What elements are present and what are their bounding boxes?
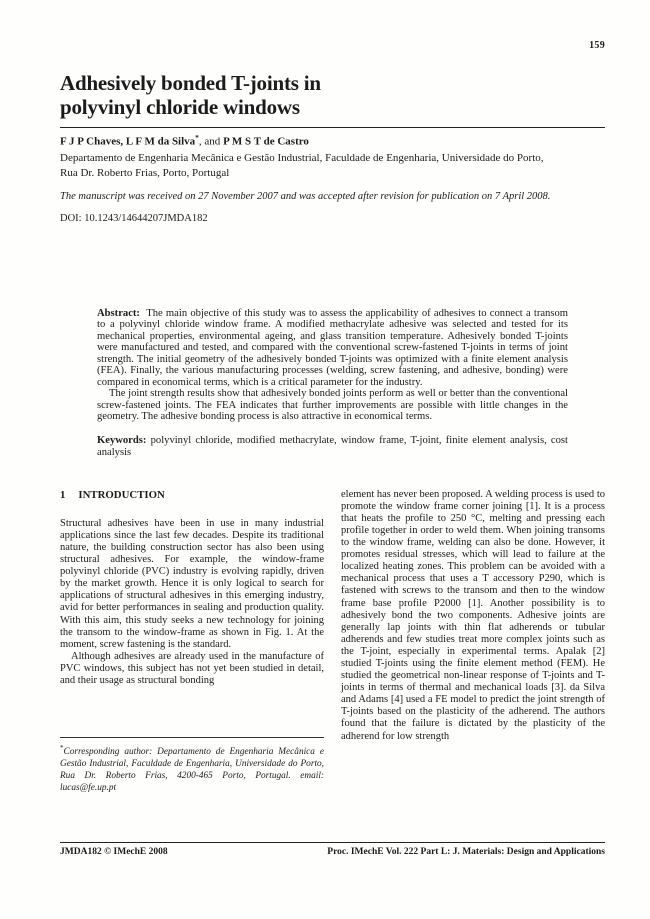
page-footer [60, 842, 605, 857]
title-rule [60, 127, 605, 128]
manuscript-history: The manuscript was received on 27 November 2007 and was accepted after revision for publication on 7 April 2008. [60, 190, 551, 202]
doi-line: DOI: 10.1243/14644207JMDA182 [60, 212, 208, 224]
footer-article-id: JMDA182 © IMechE 2008 [60, 847, 168, 857]
body-columns [60, 489, 605, 795]
abstract [97, 308, 568, 423]
author-line [60, 133, 605, 148]
authors-first: F J P Chaves, L F M da Silva [60, 135, 196, 148]
abstract-paragraph-2: The joint strength results show that adhesively bonded joints perform as well or better than the conventional screw-fastened joints. The FEA indicates that further improvements are possible with little changes in the geometry. The adhesive bonding process is also attractive in economical terms. [97, 388, 568, 423]
corresponding-author-mark: * [195, 133, 199, 142]
article-title [60, 71, 605, 119]
left-column [60, 489, 324, 795]
affiliation-line2: Rua Dr. Roberto Frias, Porto, Portugal [60, 166, 230, 179]
abstract-text-1: The main objective of this study was to assess the applicability of adhesives to connect a transom to a polyvinyl chloride window frame. A modified methacrylate adhesive was selected and tested for its mechanical properties, environmental ageing, and glass transition temperature. Adhesively bonded T-joints were manufactured and tested, and compared with the conventional screw-fastened T-joints in terms of joint strength. The initial geometry of the adhesively bonded T-joints was optimized with a finite element analysis (FEA). Finally, the various manufacturing processes (welding, screw fastening, and adhesive, bonding) were compared in economical terms, which is a critical parameter for the industry. [97, 307, 569, 388]
intro-paragraph-3: element has never been proposed. A welding process is used to promote the window frame corner joining [1]. It is a process that heats the profile to 250 °C, melting and pressing each profile together in order to weld them. When joining transoms to the window frame, welding can also be done. However, it promotes residual stresses, which will lead to failure at the localized heating zones. This problem can be avoided with a mechanical process that uses a T accessory P290, which is fastened with screws to the transom and then to the window frame base profile P2000 [1]. Another possibility is to adhesively bond the two components. Adhesive joints are generally lap joints with thin flat adherends or tubular adherends and few studies treat more complex joints such as the T-joint, especially in experimental terms. Apalak [2] studied T-joints using the finite element method (FEM). He studied the geometrical non-linear response of T-joints and T-joints in terms of thermal and mechanical loads [3]. da Silva and Adams [4] used a FE model to predict the joint strength of T-joints based on the plasticity of the adherend. The authors found that the failure is dictated by the plasticity of the adherend for low strength [341, 488, 605, 742]
article-title-line1: Adhesively bonded T-joints in [60, 71, 321, 95]
section-title: INTRODUCTION [78, 488, 165, 501]
authors-conjunction: , and [198, 135, 224, 148]
keywords-text: polyvinyl chloride, modified methacrylate, window frame, T-joint, finite element analysis, cost analysis [97, 434, 568, 458]
authors-last: P M S T de Castro [223, 135, 309, 148]
affiliation [60, 151, 605, 181]
right-column [341, 489, 605, 795]
affiliation-line1: Departamento de Engenharia Mecânica e Gestão Industrial, Faculdade de Engenharia, Universidade do Porto, [60, 151, 544, 164]
footer-journal-info: Proc. IMechE Vol. 222 Part L: J. Materials: Design and Applications [327, 847, 605, 857]
article-title-line2: polyvinyl chloride windows [60, 95, 300, 119]
intro-paragraph-2: Although adhesives are already used in the manufacture of PVC windows, this subject has not yet been studied in detail, and their usage as structural bonding [60, 650, 324, 686]
corresponding-author-footnote [60, 737, 324, 795]
footnote-marker: * [60, 743, 64, 752]
page-number: 159 [589, 40, 605, 51]
section-number: 1 [60, 488, 66, 501]
abstract-label: Abstract: [97, 307, 140, 319]
section-heading-introduction [60, 489, 324, 501]
abstract-paragraph-1 [97, 308, 568, 389]
keywords [97, 435, 568, 459]
intro-paragraph-1: Structural adhesives have been in use in many industrial applications since the last few decades. Despite its traditional nature, the building construction sector has also been using structural adhesives. For example, the window-frame polyvinyl chloride (PVC) industry is evolving rapidly, driven by the market growth. Hence it is only logical to search for applications of structural adhesives in this emerging industry, avid for better performances in sealing and production quality. With this aim, this study seeks a new technology for joining the transom to the window-frame as shown in Fig. 1. At the moment, screw fastening is the standard. [60, 517, 324, 650]
footnote-text: Corresponding author: Departamento de Engenharia Mecânica e Gestão Industrial, Faculdade de Engenharia, Universidade do Porto, Rua Dr. Roberto Frias, 4200-465 Porto, Portugal. email: lucas@fe.up.pt [60, 747, 324, 793]
keywords-label: Keywords: [97, 434, 147, 446]
